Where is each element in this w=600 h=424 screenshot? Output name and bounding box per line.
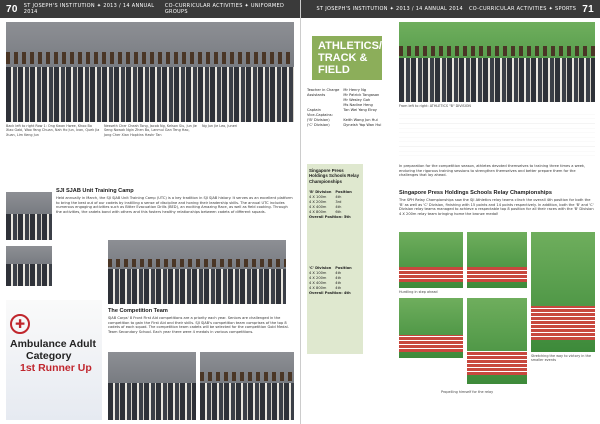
header-sub: CO-CURRICULAR ACTIVITIES ✦ SPORTS [468, 6, 577, 12]
banner-line2: Category [26, 350, 72, 362]
staff-name: Tan Wei Yang Elroy [343, 108, 377, 112]
intro-paragraph: In preparation for the competition season, athletes devoted themselves to training three times a week, enduring the rigorous training sessions to strengthen themselves and better prepare them for the challenges that lay ahead. [399, 164, 586, 178]
staff-row [307, 123, 385, 128]
relay-event: 4 X 800m [309, 286, 327, 290]
photo-caption-3: Ng Jun Jie Leo, Juneri [202, 124, 238, 128]
utc-title: SJI SJAB Unit Training Camp [56, 188, 134, 194]
relay-c-results [309, 266, 356, 296]
staff-role: ('B' Division) [307, 118, 330, 122]
sprinter-photo [467, 298, 527, 384]
header-title: ST JOSEPH'S INSTITUTION ✦ 2013 / 14 ANNUAL 2014 [23, 3, 155, 15]
relay-position: 4th [335, 271, 342, 275]
relay-b-results [309, 190, 356, 220]
staff-role: Assistants [307, 93, 326, 97]
right-header [301, 0, 600, 18]
c-overall: Overall Position: 4th [309, 291, 351, 295]
cross-logo-icon: ✚ [10, 314, 30, 334]
award-banner-photo [6, 300, 102, 420]
staff-name: Dyneish Yap Wan Hui [343, 123, 382, 127]
staff-role: Teacher in Charge [307, 88, 340, 92]
banner-line1: Ambulance Adult [10, 338, 96, 350]
hurdles-caption: Hurdling in step ahead [399, 290, 438, 294]
comp-team-title: The Competition Team [108, 308, 168, 314]
photo-caption-1: Back left to right Row 1: Ong Kwan Hwee, Khoo Bo Xiao Gabi, Woo Yang Chuan, Nah Ho Jun, Ivan, Quek Jia Xuan, Lim Keng Jun [6, 124, 100, 137]
b-division-label: 'B' Division [309, 190, 332, 194]
legs-caption: Propelling himself for the relay [441, 390, 494, 394]
group-photo-caption: From left to right: ATHLETICS "B" DIVISION [399, 104, 471, 108]
relay-title: Singapore Press Holdings Schools Relay Championships [309, 168, 360, 184]
comp-team-body: SJAB Corps' 8 Front First Aid competitions are a priority each year. Seniors are challenged in the competition to gain the First Aid and their skills. SJI SJAB's competition team comprises of the top 8 cadets of each squad. The competition team cadets will be selected for the competition Gold Medal. Team Secondary School. Each year there were 4 medals in various competitions. [108, 316, 289, 334]
relay-position: 6th [335, 210, 342, 214]
photo-caption-2: Nesseth Cher Cheah Tong, Jacob Ng, Kelson Siu, Jun Jie Seng Nowak Ngin Zhen Bo, Lanmul Gan Teng Hao, Jong Cher Xian Hopkins Hashr Tan [104, 124, 197, 137]
athletics-group-photo [399, 22, 595, 102]
b-overall: Overall Position: 5th [309, 215, 351, 219]
banner-line3: 1st Runner Up [20, 362, 92, 374]
relay-event: 4 X 200m [309, 276, 327, 280]
staff-name: Mr Henry Ng [343, 88, 367, 92]
camp-photo-2 [6, 246, 52, 286]
runner-caption: Stretching the way to victory in the smaller events [531, 354, 592, 363]
relay-event: 4 X 100m [309, 195, 327, 199]
relay-event: 4 X 200m [309, 200, 327, 204]
staff-name: Mr Patrick Tangasan [343, 93, 380, 97]
relay-event: 4 X 400m [309, 205, 327, 209]
relay-photo [399, 298, 463, 358]
group-photo [6, 22, 294, 122]
section-title-box: ATHLETICS/ TRACK & FIELD [312, 36, 382, 80]
caption-names-block [399, 110, 595, 160]
position-label: Position [335, 190, 352, 194]
baton-photo [467, 232, 527, 288]
position-label: Position [335, 266, 352, 270]
c-division-label: 'C' Division [309, 266, 332, 270]
relay-position: 4th [335, 286, 342, 290]
relay-event: 4 X 100m [309, 271, 327, 275]
staff-name: Mr Wesley Goh [343, 98, 371, 102]
staff-name: Ms Nadine Heng [343, 103, 373, 107]
header-title: ST JOSEPH'S INSTITUTION ✦ 2013 / 14 ANNUAL 2014 [316, 6, 463, 12]
comp-photo-2 [200, 352, 294, 420]
relay-event: 4 X 400m [309, 281, 327, 285]
champ-title: Singapore Press Holdings Schools Relay Championships [399, 190, 552, 196]
staff-name: Keith Wong Jun Hui [343, 118, 378, 122]
runner-photo [531, 232, 595, 352]
staff-role: Captain [307, 108, 321, 112]
champ-body: The SPH Relay Championships saw the SJI Athletics relay teams clinch the overall 4th position for both the 'B' as well as 'C' Division, finishing with 15 points and 14 points respectively. In addition, both the 'B' and 'C' Division relay teams managed to achieve a respectable top 8 position for all their races with the 'B' Division 4 X 200m relay team bringing home the bronze medal! [399, 198, 594, 216]
relay-position: 4th [335, 276, 342, 280]
utc-body: Held annually in March, the SJI SJAB Unit Training Camp (UTC) is a key tradition in SJI SJAB history. It serves as an excellent platform to bring the best out of our cadets by instilling a sense of discipline and honing their leadership skills. The annual UTC includes numerous engaging activities such as Bitter Evacuation Drills (BED), an exciting Amazing Race, as well as field cooking. Through the activities, the cadets bond with others and this fosters healthy relationships between cadets of different squads. [56, 196, 293, 214]
camp-photo-1 [6, 192, 52, 240]
staff-role: Vice-Captains: [307, 113, 333, 117]
comp-photo-1 [108, 352, 196, 420]
page-number: 71 [582, 3, 594, 15]
staff-list [307, 88, 385, 128]
hurdles-photo [399, 232, 463, 288]
relay-event: 4 X 800m [309, 210, 327, 214]
relay-position: 4th [335, 281, 342, 285]
relay-position: 3rd [335, 200, 342, 204]
header-sub: CO-CURRICULAR ACTIVITIES ✦ UNIFORMED GROUPS [164, 3, 285, 15]
banner-text [10, 338, 102, 374]
relay-position: 4th [335, 205, 342, 209]
page-number: 70 [6, 3, 18, 15]
staff-role: ('C' Division) [307, 123, 330, 127]
relay-position: 4th [335, 195, 342, 199]
camp-group-photo [108, 240, 286, 304]
left-header [0, 0, 300, 18]
